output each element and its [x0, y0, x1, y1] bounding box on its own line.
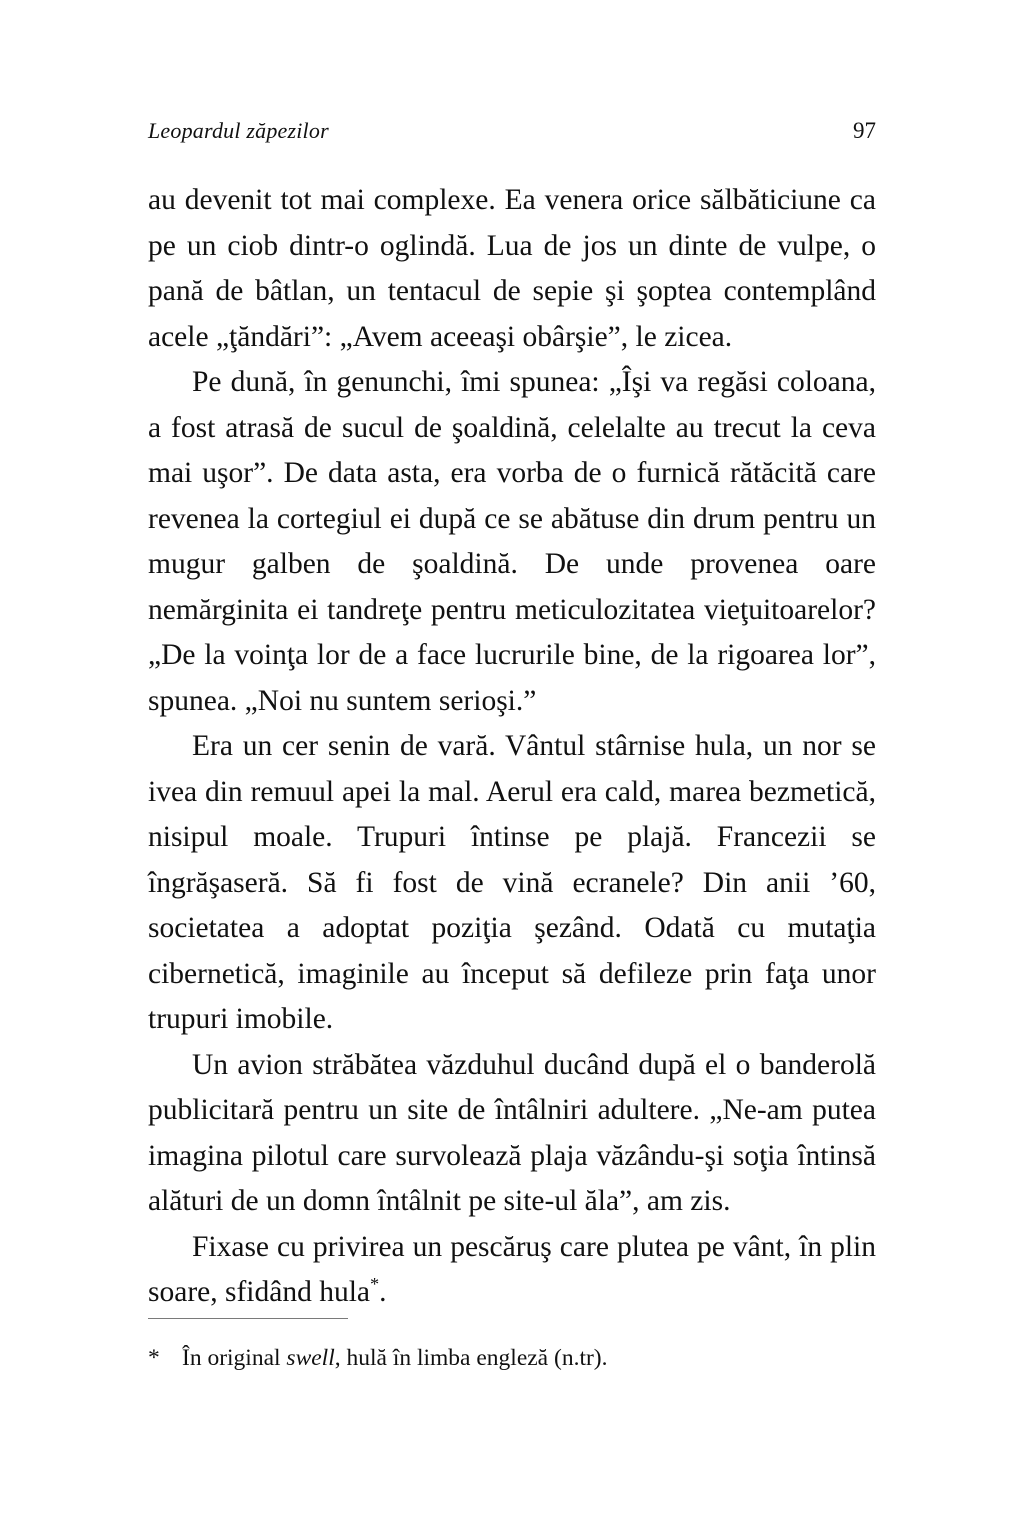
paragraph: Era un cer senin de vară. Vântul stârnise hula, un nor se ivea din remuul apei la mal. Aerul era cald, marea bezmetică, nisipul moale. Trupuri întinse pe plajă. Francezii se îngrăşaseră. Să fi fost de vină ecranele? Din anii ’60, societatea a adoptat poziţia şezând. Odată cu mutaţia cibernetică, imaginile au început să defileze prin faţa unor trupuri imobile. — [148, 730, 876, 1035]
footnote — [148, 1341, 876, 1375]
running-head-title: Leopardul zăpezilor — [148, 118, 329, 143]
footnote-text-italic: swell — [286, 1345, 335, 1371]
paragraph-with-footnote-ref — [148, 1225, 876, 1316]
footnote-area — [148, 1318, 876, 1375]
paragraph: au devenit tot mai complexe. Ea venera orice sălbăticiune ca pe un ciob dintr-o oglindă. Lua de jos un dinte de vulpe, o pană de bâtlan, un tentacul de sepie şi şoptea contemplând acele „ţăndări”: „Avem aceeaşi obârşie”, le zicea. — [148, 184, 876, 353]
paragraph-text-tail: . — [379, 1276, 387, 1308]
footnote-reference-marker: * — [370, 1274, 380, 1295]
page-number: 97 — [853, 118, 876, 143]
footnote-text — [182, 1341, 876, 1375]
page-content — [148, 118, 876, 1316]
footnote-text-before: În original — [182, 1345, 287, 1371]
footnote-marker: * — [148, 1345, 160, 1371]
footnote-separator-rule — [148, 1318, 348, 1319]
paragraph: Un avion străbătea văzduhul ducând după el o banderolă publicitară pentru un site de întâlniri adultere. „Ne-am putea imagina pilotul care survolează plaja văzându-şi soţia întinsă alături de un domn întâlnit pe site-ul ăla”, am zis. — [148, 1048, 876, 1217]
paragraph-text: Fixase cu privirea un pescăruş care plutea pe vânt, în plin soare, sfidând hula — [148, 1230, 876, 1308]
running-head — [148, 118, 876, 144]
body-text — [148, 178, 876, 1316]
footnote-text-after: , hulă în limba engleză (n.tr). — [334, 1345, 608, 1371]
paragraph: Pe dună, în genunchi, îmi spunea: „Îşi va regăsi coloana, a fost atrasă de sucul de şoaldină, celelalte au trecut la ceva mai uşor”. De data asta, era vorba de o furnică rătăcită care revenea la cortegiul ei după ce se abătuse din drum pentru un mugur galben de şoaldină. De unde provenea oare nemărginita ei tandreţe pentru meticulozitatea vieţuitoarelor? „De la voinţa lor de a face lucrurile bine, de la rigoarea lor”, spunea. „Noi nu suntem serioşi.” — [148, 366, 876, 717]
